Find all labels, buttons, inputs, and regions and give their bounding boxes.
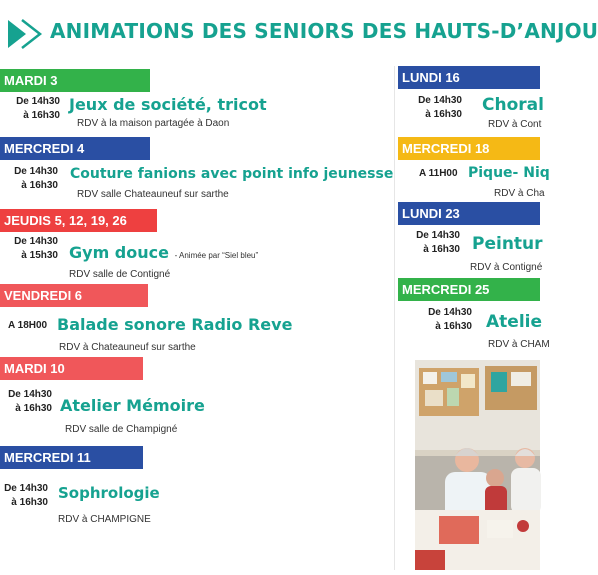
event-title: Atelier Mémoire: [60, 396, 205, 415]
event-time: A 18H00: [8, 320, 48, 331]
event-time: De 14h30 à 15h30: [14, 236, 58, 261]
event-note: - Animée par “Siel bleu”: [174, 251, 259, 260]
event-place: RDV salle de Champigné: [65, 424, 178, 435]
event-title: Jeux de société, tricot: [69, 95, 267, 114]
event-place: RDV salle de Contigné: [69, 269, 171, 280]
double-chevron-logo-icon: [6, 18, 46, 50]
event-place: RDV à Cha: [494, 188, 545, 199]
day-bar-vendredi-6: [0, 284, 148, 307]
event-title: [69, 243, 258, 262]
day-label: VENDREDI 6: [4, 288, 83, 303]
event-title: Peintur: [472, 234, 543, 254]
day-bar-mercredi-25: [398, 278, 540, 301]
day-bar-jeudis: [0, 209, 157, 232]
event-time: De 14h30 à 16h30: [418, 95, 462, 120]
event-time: De 14h30 à 16h30: [416, 230, 460, 255]
day-label: MARDI 3: [4, 73, 58, 88]
day-label: MERCREDI 25: [402, 282, 490, 297]
day-label: MERCREDI 18: [402, 141, 490, 156]
seniors-workshop-photo: [415, 360, 540, 570]
day-bar-mardi-10: [0, 357, 143, 380]
event-title: Couture fanions avec point info jeunesse: [70, 166, 394, 182]
day-label: JEUDIS 5, 12, 19, 26: [4, 213, 127, 228]
event-title-text: Gym douce: [69, 243, 169, 262]
event-place: RDV à la maison partagée à Daon: [77, 118, 230, 129]
day-label: MARDI 10: [4, 361, 65, 376]
event-time: De 14h30 à 16h30: [428, 307, 472, 332]
day-bar-lundi-23: [398, 202, 540, 225]
event-time: De 14h30 à 16h30: [14, 166, 58, 191]
event-title: Sophrologie: [58, 484, 160, 502]
event-title: Pique- Niq: [468, 165, 550, 181]
event-time: De 14h30 à 16h30: [4, 483, 48, 508]
event-place: RDV salle Chateauneuf sur sarthe: [77, 189, 229, 200]
event-time: De 14h30 à 16h30: [8, 389, 52, 414]
day-label: LUNDI 16: [402, 70, 460, 85]
event-place: RDV à Cont: [488, 119, 542, 130]
day-bar-lundi-16: [398, 66, 540, 89]
event-title: Balade sonore Radio Reve: [57, 315, 293, 334]
day-label: MERCREDI 4: [4, 141, 85, 156]
event-title: Atelie: [486, 312, 542, 332]
day-label: MERCREDI 11: [4, 450, 91, 465]
day-label: LUNDI 23: [402, 206, 460, 221]
day-bar-mercredi-18: [398, 137, 540, 160]
event-place: RDV à Chateauneuf sur sarthe: [59, 342, 196, 353]
column-divider: [394, 66, 395, 570]
event-place: RDV à CHAMPIGNE: [58, 514, 151, 525]
event-time: De 14h30 à 16h30: [16, 96, 60, 121]
event-title: Choral: [482, 95, 544, 115]
event-place: RDV à CHAM: [488, 339, 550, 350]
event-time: A 11H00: [419, 168, 458, 179]
event-place: RDV à Contigné: [470, 262, 543, 273]
day-bar-mercredi-11: [0, 446, 143, 469]
photo-illustration: [415, 360, 540, 570]
day-bar-mardi-3: [0, 69, 150, 92]
day-bar-mercredi-4: [0, 137, 150, 160]
page-title: ANIMATIONS DES SENIORS DES HAUTS-D’ANJOU: [50, 19, 598, 43]
